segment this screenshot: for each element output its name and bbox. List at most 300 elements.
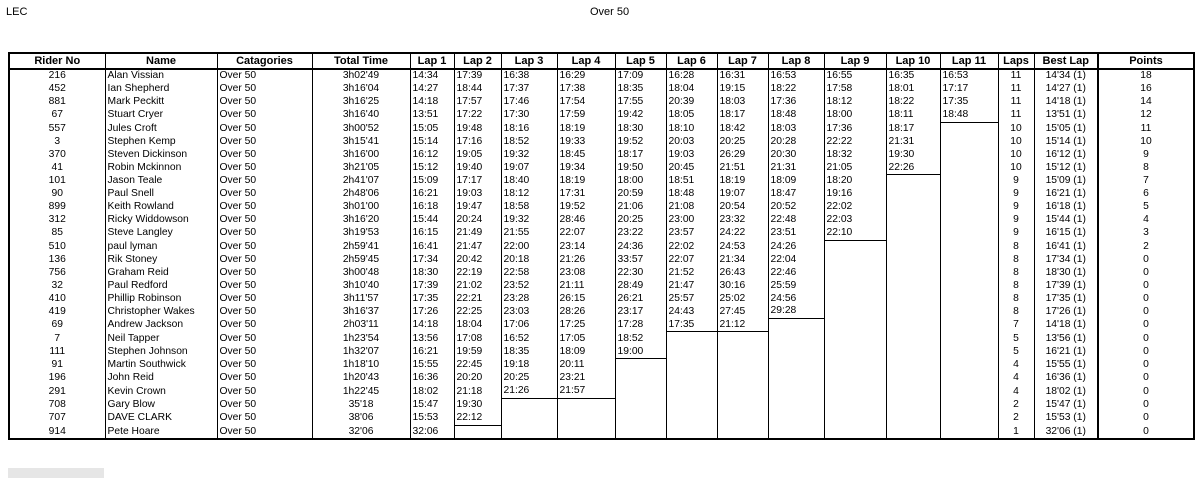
lap-time-cell: 24:56 xyxy=(768,292,824,305)
lap-time-cell: 17:59 xyxy=(557,109,615,122)
rider-name-cell: Steven Dickinson xyxy=(105,148,217,161)
lap-time-cell: 19:16 xyxy=(824,188,886,201)
category-cell: Over 50 xyxy=(217,148,312,161)
table-row xyxy=(9,109,1194,122)
points-cell: 0 xyxy=(1098,412,1194,425)
lap-time-cell: 16:12 xyxy=(410,148,454,161)
lap-time-cell: 22:03 xyxy=(824,214,886,227)
best-lap-cell: 16'21 (1) xyxy=(1034,345,1098,358)
category-cell: Over 50 xyxy=(217,135,312,148)
lap-time-cell: 17:05 xyxy=(557,332,615,345)
lap-time-cell: 20:18 xyxy=(501,253,557,266)
lap-time-cell: 18:17 xyxy=(717,109,768,122)
points-cell: 3 xyxy=(1098,227,1194,240)
category-cell: Over 50 xyxy=(217,266,312,279)
lap-time-cell: 22:19 xyxy=(454,266,501,279)
lap-time-cell xyxy=(615,412,666,425)
best-lap-cell: 16'41 (1) xyxy=(1034,240,1098,253)
lap-time-cell xyxy=(666,345,717,358)
lap-time-cell: 27:45 xyxy=(717,305,768,318)
rider-no-cell: 881 xyxy=(9,96,105,109)
lap-time-cell: 26:43 xyxy=(717,266,768,279)
best-lap-cell: 15'14 (1) xyxy=(1034,135,1098,148)
lap-time-cell xyxy=(666,359,717,372)
laps-count-cell: 8 xyxy=(998,266,1034,279)
column-header: Lap 9 xyxy=(824,53,886,69)
lap-time-cell: 18:17 xyxy=(886,122,940,135)
rider-name-cell: Neil Tapper xyxy=(105,332,217,345)
lap-time-cell: 17:34 xyxy=(410,253,454,266)
lap-time-cell xyxy=(824,305,886,318)
points-cell: 12 xyxy=(1098,109,1194,122)
lap-time-cell xyxy=(940,385,998,398)
lap-time-cell: 18:58 xyxy=(501,201,557,214)
lap-time-cell xyxy=(940,318,998,331)
lap-time-cell: 18:00 xyxy=(615,175,666,188)
lap-time-cell: 26:29 xyxy=(717,148,768,161)
laps-count-cell: 1 xyxy=(998,425,1034,439)
rider-name-cell: Phillip Robinson xyxy=(105,292,217,305)
total-time-cell: 3h16'25 xyxy=(312,96,410,109)
table-row xyxy=(9,332,1194,345)
total-time-cell: 1h20'43 xyxy=(312,372,410,385)
laps-count-cell: 8 xyxy=(998,240,1034,253)
lap-time-cell xyxy=(886,279,940,292)
lap-time-cell xyxy=(824,359,886,372)
lap-time-cell: 18:09 xyxy=(557,345,615,358)
category-cell: Over 50 xyxy=(217,279,312,292)
lap-time-cell xyxy=(717,359,768,372)
lap-time-cell: 22:58 xyxy=(501,266,557,279)
lap-time-cell: 19:50 xyxy=(615,161,666,174)
table-row xyxy=(9,305,1194,318)
lap-time-cell xyxy=(824,332,886,345)
best-lap-cell: 15'53 (1) xyxy=(1034,412,1098,425)
lap-time-cell: 21:31 xyxy=(768,161,824,174)
laps-count-cell: 11 xyxy=(998,96,1034,109)
lap-time-cell xyxy=(717,412,768,425)
lap-time-cell: 22:48 xyxy=(768,214,824,227)
lap-time-cell xyxy=(940,240,998,253)
lap-time-cell: 22:25 xyxy=(454,305,501,318)
rider-name-cell: John Reid xyxy=(105,372,217,385)
lap-time-cell: 21:11 xyxy=(557,279,615,292)
lap-time-cell: 22:12 xyxy=(454,412,501,425)
category-cell: Over 50 xyxy=(217,385,312,398)
lap-time-cell: 21:52 xyxy=(666,266,717,279)
lap-time-cell xyxy=(615,425,666,439)
lap-time-cell: 18:22 xyxy=(886,96,940,109)
lap-time-cell: 21:02 xyxy=(454,279,501,292)
lap-time-cell: 21:49 xyxy=(454,227,501,240)
lap-time-cell xyxy=(886,359,940,372)
best-lap-cell: 13'56 (1) xyxy=(1034,332,1098,345)
rider-no-cell: 557 xyxy=(9,122,105,135)
lap-time-cell: 25:02 xyxy=(717,292,768,305)
lap-time-cell xyxy=(886,398,940,411)
lap-time-cell: 28:49 xyxy=(615,279,666,292)
laps-count-cell: 8 xyxy=(998,279,1034,292)
lap-time-cell: 21:57 xyxy=(557,385,615,398)
category-cell: Over 50 xyxy=(217,425,312,439)
table-row xyxy=(9,412,1194,425)
table-row xyxy=(9,345,1194,358)
table-row xyxy=(9,372,1194,385)
lap-time-cell xyxy=(717,425,768,439)
lap-time-cell xyxy=(824,253,886,266)
laps-count-cell: 9 xyxy=(998,201,1034,214)
lap-time-cell: 23:22 xyxy=(615,227,666,240)
lap-time-cell xyxy=(824,345,886,358)
table-row xyxy=(9,69,1194,83)
total-time-cell: 1h18'10 xyxy=(312,359,410,372)
total-time-cell: 3h15'41 xyxy=(312,135,410,148)
lap-time-cell xyxy=(940,292,998,305)
lap-time-cell: 16:21 xyxy=(410,188,454,201)
laps-count-cell: 9 xyxy=(998,188,1034,201)
best-lap-cell: 14'27 (1) xyxy=(1034,83,1098,96)
total-time-cell: 3h19'53 xyxy=(312,227,410,240)
lap-time-cell xyxy=(557,425,615,439)
lap-time-cell: 18:35 xyxy=(615,83,666,96)
table-row xyxy=(9,398,1194,411)
lap-time-cell: 19:03 xyxy=(454,188,501,201)
rider-name-cell: Christopher Wakes xyxy=(105,305,217,318)
lap-time-cell: 17:09 xyxy=(615,69,666,83)
lap-time-cell xyxy=(940,359,998,372)
total-time-cell: 3h02'49 xyxy=(312,69,410,83)
category-cell: Over 50 xyxy=(217,175,312,188)
rider-name-cell: Paul Snell xyxy=(105,188,217,201)
best-lap-cell: 14'18 (1) xyxy=(1034,318,1098,331)
lap-time-cell: 19:42 xyxy=(615,109,666,122)
lap-time-cell: 23:00 xyxy=(666,214,717,227)
lap-time-cell: 26:15 xyxy=(557,292,615,305)
lap-time-cell xyxy=(768,359,824,372)
laps-count-cell: 10 xyxy=(998,148,1034,161)
lap-time-cell: 22:30 xyxy=(615,266,666,279)
lap-time-cell: 13:51 xyxy=(410,109,454,122)
table-row xyxy=(9,425,1194,439)
lap-time-cell: 19:15 xyxy=(717,83,768,96)
lap-time-cell: 15:44 xyxy=(410,214,454,227)
lap-time-cell: 17:58 xyxy=(824,83,886,96)
lap-time-cell: 18:02 xyxy=(410,385,454,398)
lap-time-cell: 21:18 xyxy=(454,385,501,398)
lap-time-cell: 18:35 xyxy=(501,345,557,358)
lap-time-cell: 18:48 xyxy=(940,109,998,122)
lap-time-cell: 22:07 xyxy=(557,227,615,240)
lap-time-cell xyxy=(717,345,768,358)
lap-time-cell: 21:05 xyxy=(824,161,886,174)
best-lap-cell: 17'39 (1) xyxy=(1034,279,1098,292)
lap-time-cell xyxy=(886,227,940,240)
column-header: Lap 2 xyxy=(454,53,501,69)
rider-no-cell: 510 xyxy=(9,240,105,253)
points-cell: 11 xyxy=(1098,122,1194,135)
rider-no-cell: 312 xyxy=(9,214,105,227)
lap-time-cell: 22:22 xyxy=(824,135,886,148)
lap-time-cell: 19:52 xyxy=(615,135,666,148)
category-cell: Over 50 xyxy=(217,69,312,83)
sheet-header-center: Over 50 xyxy=(590,6,630,18)
best-lap-cell: 16'36 (1) xyxy=(1034,372,1098,385)
points-cell: 0 xyxy=(1098,253,1194,266)
category-cell: Over 50 xyxy=(217,214,312,227)
laps-count-cell: 4 xyxy=(998,372,1034,385)
best-lap-cell: 13'51 (1) xyxy=(1034,109,1098,122)
points-cell: 0 xyxy=(1098,385,1194,398)
lap-time-cell: 23:28 xyxy=(501,292,557,305)
lap-time-cell xyxy=(886,318,940,331)
laps-count-cell: 5 xyxy=(998,345,1034,358)
lap-time-cell: 14:18 xyxy=(410,96,454,109)
lap-time-cell: 17:35 xyxy=(666,318,717,331)
lap-time-cell: 22:02 xyxy=(666,240,717,253)
lap-time-cell: 19:47 xyxy=(454,201,501,214)
lap-time-cell: 17:36 xyxy=(768,96,824,109)
points-cell: 0 xyxy=(1098,398,1194,411)
laps-count-cell: 11 xyxy=(998,83,1034,96)
lap-time-cell xyxy=(886,372,940,385)
lap-time-cell xyxy=(940,345,998,358)
lap-time-cell: 26:21 xyxy=(615,292,666,305)
lap-time-cell xyxy=(557,412,615,425)
lap-time-cell: 17:30 xyxy=(501,109,557,122)
total-time-cell: 3h16'40 xyxy=(312,109,410,122)
table-row xyxy=(9,385,1194,398)
points-cell: 0 xyxy=(1098,318,1194,331)
lap-time-cell: 20:25 xyxy=(615,214,666,227)
rider-name-cell: Stephen Kemp xyxy=(105,135,217,148)
lap-time-cell xyxy=(768,398,824,411)
total-time-cell: 32'06 xyxy=(312,425,410,439)
category-cell: Over 50 xyxy=(217,345,312,358)
lap-time-cell xyxy=(940,372,998,385)
table-row xyxy=(9,96,1194,109)
table-row xyxy=(9,359,1194,372)
column-header: Best Lap xyxy=(1034,53,1098,69)
lap-time-cell: 16:21 xyxy=(410,345,454,358)
best-lap-cell: 15'12 (1) xyxy=(1034,161,1098,174)
lap-time-cell: 17:17 xyxy=(940,83,998,96)
rider-no-cell: 111 xyxy=(9,345,105,358)
category-cell: Over 50 xyxy=(217,253,312,266)
lap-time-cell: 19:30 xyxy=(886,148,940,161)
lap-time-cell: 21:51 xyxy=(717,161,768,174)
lap-time-cell: 20:42 xyxy=(454,253,501,266)
rider-no-cell: 291 xyxy=(9,385,105,398)
points-cell: 0 xyxy=(1098,345,1194,358)
lap-time-cell: 17:37 xyxy=(501,83,557,96)
lap-time-cell: 30:16 xyxy=(717,279,768,292)
lap-time-cell xyxy=(824,412,886,425)
total-time-cell: 38'06 xyxy=(312,412,410,425)
lap-time-cell: 15:05 xyxy=(410,122,454,135)
rider-name-cell: DAVE CLARK xyxy=(105,412,217,425)
column-header: Laps xyxy=(998,53,1034,69)
table-row xyxy=(9,253,1194,266)
lap-time-cell: 17:38 xyxy=(557,83,615,96)
lap-time-cell: 19:33 xyxy=(557,135,615,148)
lap-time-cell xyxy=(886,201,940,214)
lap-time-cell: 21:34 xyxy=(717,253,768,266)
lap-time-cell: 17:22 xyxy=(454,109,501,122)
total-time-cell: 2h59'45 xyxy=(312,253,410,266)
lap-time-cell: 16:35 xyxy=(886,69,940,83)
category-cell: Over 50 xyxy=(217,412,312,425)
table-row xyxy=(9,122,1194,135)
lap-time-cell: 15:55 xyxy=(410,359,454,372)
points-cell: 0 xyxy=(1098,425,1194,439)
laps-count-cell: 4 xyxy=(998,385,1034,398)
rider-no-cell: 410 xyxy=(9,292,105,305)
lap-time-cell: 19:05 xyxy=(454,148,501,161)
rider-name-cell: Pete Hoare xyxy=(105,425,217,439)
points-cell: 0 xyxy=(1098,359,1194,372)
lap-time-cell xyxy=(886,266,940,279)
best-lap-cell: 16'12 (1) xyxy=(1034,148,1098,161)
best-lap-cell: 15'55 (1) xyxy=(1034,359,1098,372)
lap-time-cell: 21:26 xyxy=(501,385,557,398)
best-lap-cell: 16'18 (1) xyxy=(1034,201,1098,214)
points-cell: 0 xyxy=(1098,266,1194,279)
category-cell: Over 50 xyxy=(217,96,312,109)
lap-time-cell: 20:03 xyxy=(666,135,717,148)
points-cell: 8 xyxy=(1098,161,1194,174)
lap-time-cell: 16:31 xyxy=(717,69,768,83)
total-time-cell: 2h41'07 xyxy=(312,175,410,188)
lap-time-cell: 18:04 xyxy=(454,318,501,331)
lap-time-cell: 18:12 xyxy=(501,188,557,201)
lap-time-cell: 17:28 xyxy=(615,318,666,331)
lap-time-cell: 17:26 xyxy=(410,305,454,318)
category-cell: Over 50 xyxy=(217,292,312,305)
lap-time-cell: 19:40 xyxy=(454,161,501,174)
lap-time-cell: 20:25 xyxy=(501,372,557,385)
sheet-tab-bar xyxy=(8,468,104,478)
column-header: Lap 3 xyxy=(501,53,557,69)
lap-time-cell: 18:20 xyxy=(824,175,886,188)
category-cell: Over 50 xyxy=(217,372,312,385)
lap-time-cell: 21:47 xyxy=(666,279,717,292)
lap-time-cell: 25:57 xyxy=(666,292,717,305)
lap-time-cell: 20:25 xyxy=(717,135,768,148)
lap-time-cell: 19:03 xyxy=(666,148,717,161)
lap-time-cell xyxy=(768,372,824,385)
rider-name-cell: Steve Langley xyxy=(105,227,217,240)
category-cell: Over 50 xyxy=(217,83,312,96)
lap-time-cell: 18:16 xyxy=(501,122,557,135)
lap-time-cell: 17:54 xyxy=(557,96,615,109)
rider-no-cell: 216 xyxy=(9,69,105,83)
lap-time-cell xyxy=(768,332,824,345)
table-row xyxy=(9,266,1194,279)
category-cell: Over 50 xyxy=(217,188,312,201)
lap-time-cell: 19:59 xyxy=(454,345,501,358)
lap-time-cell xyxy=(940,412,998,425)
best-lap-cell: 14'34 (1) xyxy=(1034,69,1098,83)
rider-name-cell: Martin Southwick xyxy=(105,359,217,372)
lap-time-cell: 17:35 xyxy=(940,96,998,109)
lap-time-cell: 23:51 xyxy=(768,227,824,240)
column-header: Lap 1 xyxy=(410,53,454,69)
lap-time-cell: 24:43 xyxy=(666,305,717,318)
lap-time-cell: 19:18 xyxy=(501,359,557,372)
total-time-cell: 1h22'45 xyxy=(312,385,410,398)
column-header: Lap 5 xyxy=(615,53,666,69)
lap-time-cell xyxy=(666,332,717,345)
rider-name-cell: Stephen Johnson xyxy=(105,345,217,358)
lap-time-cell: 22:04 xyxy=(768,253,824,266)
lap-time-cell: 18:44 xyxy=(454,83,501,96)
lap-time-cell: 18:03 xyxy=(717,96,768,109)
column-header: Lap 4 xyxy=(557,53,615,69)
lap-time-cell xyxy=(940,253,998,266)
lap-time-cell: 18:47 xyxy=(768,188,824,201)
total-time-cell: 3h01'00 xyxy=(312,201,410,214)
lap-time-cell xyxy=(940,266,998,279)
rider-name-cell: Kevin Crown xyxy=(105,385,217,398)
lap-time-cell: 16:53 xyxy=(768,69,824,83)
header-row xyxy=(9,53,1194,69)
lap-time-cell xyxy=(940,188,998,201)
lap-time-cell: 33:57 xyxy=(615,253,666,266)
laps-count-cell: 9 xyxy=(998,175,1034,188)
lap-time-cell: 23:17 xyxy=(615,305,666,318)
lap-time-cell: 19:32 xyxy=(501,214,557,227)
rider-no-cell: 196 xyxy=(9,372,105,385)
lap-time-cell xyxy=(940,135,998,148)
total-time-cell: 2h48'06 xyxy=(312,188,410,201)
lap-time-cell: 20:59 xyxy=(615,188,666,201)
lap-time-cell: 23:21 xyxy=(557,372,615,385)
column-header: Points xyxy=(1098,53,1194,69)
column-header: Name xyxy=(105,53,217,69)
lap-time-cell: 18:12 xyxy=(824,96,886,109)
lap-time-cell xyxy=(940,175,998,188)
lap-time-cell: 21:06 xyxy=(615,201,666,214)
lap-time-cell: 22:10 xyxy=(824,227,886,240)
lap-time-cell: 15:12 xyxy=(410,161,454,174)
lap-time-cell xyxy=(940,279,998,292)
total-time-cell: 1h23'54 xyxy=(312,332,410,345)
rider-no-cell: 707 xyxy=(9,412,105,425)
category-cell: Over 50 xyxy=(217,318,312,331)
lap-time-cell: 21:31 xyxy=(886,135,940,148)
table-row xyxy=(9,318,1194,331)
total-time-cell: 3h16'37 xyxy=(312,305,410,318)
points-cell: 4 xyxy=(1098,214,1194,227)
laps-count-cell: 8 xyxy=(998,292,1034,305)
lap-time-cell xyxy=(940,425,998,439)
points-cell: 0 xyxy=(1098,292,1194,305)
lap-time-cell: 18:17 xyxy=(615,148,666,161)
table-row xyxy=(9,240,1194,253)
total-time-cell: 3h21'05 xyxy=(312,161,410,174)
lap-time-cell: 22:00 xyxy=(501,240,557,253)
best-lap-cell: 17'35 (1) xyxy=(1034,292,1098,305)
rider-name-cell: Andrew Jackson xyxy=(105,318,217,331)
lap-time-cell: 24:53 xyxy=(717,240,768,253)
lap-time-cell xyxy=(886,214,940,227)
rider-no-cell: 69 xyxy=(9,318,105,331)
rider-no-cell: 3 xyxy=(9,135,105,148)
lap-time-cell xyxy=(940,148,998,161)
column-header: Total Time xyxy=(312,53,410,69)
lap-time-cell xyxy=(824,240,886,253)
table-row xyxy=(9,135,1194,148)
